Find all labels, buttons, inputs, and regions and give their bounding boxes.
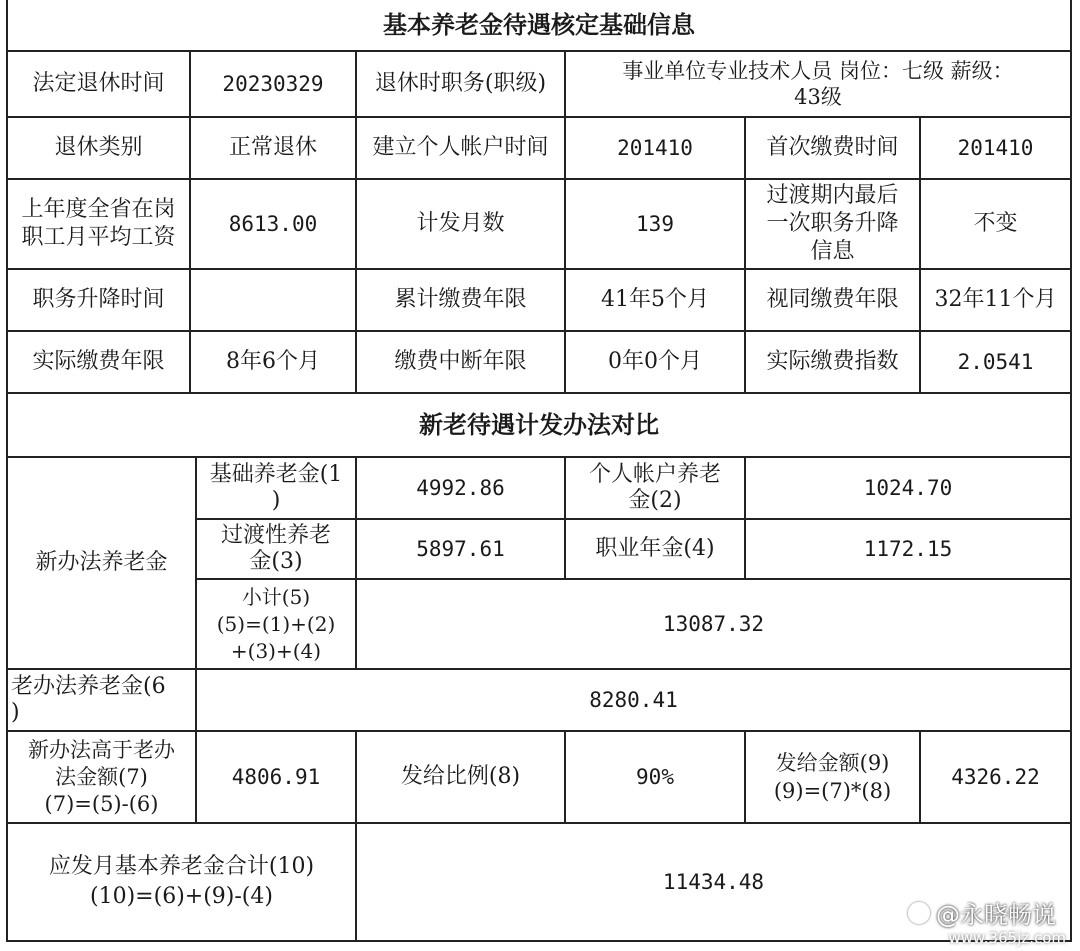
ratio-label: 发给比例(8)	[355, 730, 566, 824]
old-method-value: 8280.41	[195, 668, 1072, 732]
account-time-label: 建立个人帐户时间	[355, 116, 566, 180]
watermark-text: @永晓畅说	[936, 901, 1056, 929]
position-label: 退休时职务(职级)	[355, 50, 566, 118]
cum-years-value: 41年5个月	[564, 268, 746, 332]
first-pay-value: 201410	[919, 116, 1072, 180]
transitional-pension-value: 5897.61	[355, 518, 566, 580]
months-value: 139	[564, 178, 746, 270]
transitional-pension-label: 过渡性养老 金(3)	[195, 518, 357, 580]
promo-time-label: 职务升降时间	[6, 268, 191, 332]
amount-label: 发给金额(9) (9)=(7)*(8)	[744, 730, 921, 824]
position-value: 事业单位专业技术人员 岗位：七级 薪级： 43级	[564, 50, 1072, 118]
total-label: 应发月基本养老金合计(10) (10)=(6)+(9)-(4)	[6, 822, 357, 942]
equiv-years-label: 视同缴费年限	[744, 268, 921, 332]
avg-wage-value: 8613.00	[189, 178, 357, 270]
old-method-label: 老办法养老金(6 )	[6, 668, 197, 732]
amount-value: 4326.22	[919, 730, 1072, 824]
months-label: 计发月数	[355, 178, 566, 270]
actual-years-label: 实际缴费年限	[6, 330, 191, 394]
subtotal-label: 小计(5) (5)=(1)+(2) +(3)+(4)	[195, 578, 357, 670]
retire-type-label: 退休类别	[6, 116, 191, 180]
equiv-years-value: 32年11个月	[919, 268, 1072, 332]
interrupt-label: 缴费中断年限	[355, 330, 566, 394]
retire-time-value: 20230329	[189, 50, 357, 118]
first-pay-label: 首次缴费时间	[744, 116, 921, 180]
occupational-annuity-value: 1172.15	[744, 518, 1072, 580]
section-title: 新老待遇计发办法对比	[6, 392, 1072, 458]
transition-label: 过渡期内最后 一次职务升降 信息	[744, 178, 921, 270]
subtotal-value: 13087.32	[355, 578, 1072, 670]
new-method-label: 新办法养老金	[6, 456, 197, 670]
personal-account-label: 个人帐户养老 金(2)	[564, 456, 746, 520]
ratio-value: 90%	[564, 730, 746, 824]
watermark	[908, 895, 1056, 930]
basic-pension-label: 基础养老金(1 )	[195, 456, 357, 520]
actual-years-value: 8年6个月	[189, 330, 357, 394]
watermark-site: www.365jz.com	[948, 929, 1066, 947]
actual-index-value: 2.0541	[919, 330, 1072, 394]
avg-wage-label: 上年度全省在岗 职工月平均工资	[6, 178, 191, 270]
basic-pension-value: 4992.86	[355, 456, 566, 520]
cum-years-label: 累计缴费年限	[355, 268, 566, 332]
actual-index-label: 实际缴费指数	[744, 330, 921, 394]
difference-value: 4806.91	[195, 730, 357, 824]
account-time-value: 201410	[564, 116, 746, 180]
interrupt-value: 0年0个月	[564, 330, 746, 394]
total-value: 11434.48	[355, 822, 1072, 942]
retire-time-label: 法定退休时间	[6, 50, 191, 118]
promo-time-value	[189, 268, 357, 332]
difference-label: 新办法高于老办 法金额(7) (7)=(5)-(6)	[6, 730, 197, 824]
transition-value: 不变	[919, 178, 1072, 270]
retire-type-value: 正常退休	[189, 116, 357, 180]
document-title: 基本养老金待遇核定基础信息	[6, 0, 1072, 52]
occupational-annuity-label: 职业年金(4)	[564, 518, 746, 580]
weibo-icon	[908, 902, 930, 924]
personal-account-value: 1024.70	[744, 456, 1072, 520]
